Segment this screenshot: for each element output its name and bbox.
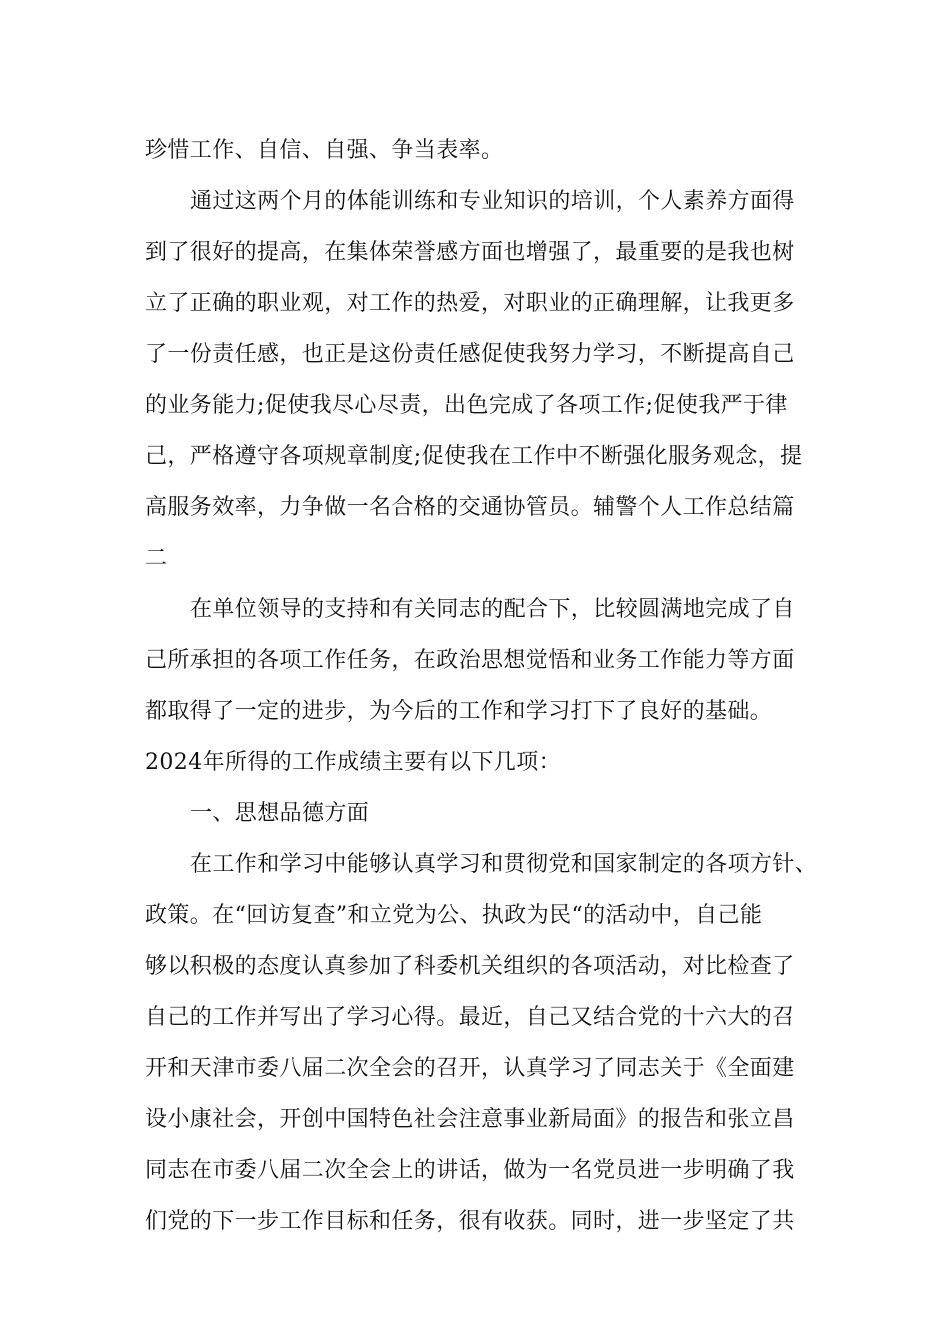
text-line: 二 bbox=[145, 546, 168, 571]
paragraph-start-line: 在工作和学习中能够认真学习和贯彻党和国家制定的各项方针、 bbox=[190, 852, 818, 877]
text-line: 们党的下一步工作目标和任务，很有收获。同时，进一步坚定了共 bbox=[145, 1209, 795, 1234]
text-line: 的业务能力;促使我尽心尽责，出色完成了各项工作;促使我严于律 bbox=[145, 393, 788, 418]
section-heading: 一、思想品德方面 bbox=[190, 801, 370, 826]
text-line: 自己的工作并写出了学习心得。最近，自己又结合党的十六大的召 bbox=[145, 1005, 795, 1030]
text-line: 同志在市委八届二次全会上的讲话，做为一名党员进一步明确了我 bbox=[145, 1158, 795, 1183]
text-line: 珍惜工作、自信、自强、争当表率。 bbox=[145, 138, 504, 163]
text-line: 己，严格遵守各项规章制度;促使我在工作中不断强化服务观念，提 bbox=[145, 444, 803, 469]
text-line: 高服务效率，力争做一名合格的交通协管员。辅警个人工作总结篇 bbox=[145, 495, 795, 520]
text-line: 设小康社会，开创中国特色社会注意事业新局面》的报告和张立昌 bbox=[145, 1107, 795, 1132]
text-line: 2024年所得的工作成绩主要有以下几项： bbox=[145, 750, 561, 775]
text-line: 够以积极的态度认真参加了科委机关组织的各项活动，对比检查了 bbox=[145, 954, 795, 979]
text-line: 都取得了一定的进步，为今后的工作和学习打下了良好的基础。 bbox=[145, 699, 773, 724]
text-line: 到了很好的提高，在集体荣誉感方面也增强了，最重要的是我也树 bbox=[145, 240, 795, 265]
paragraph-start-line: 通过这两个月的体能训练和专业知识的培训，个人素养方面得 bbox=[190, 189, 795, 214]
text-line: 开和天津市委八届二次全会的召开，认真学习了同志关于《全面建 bbox=[145, 1056, 795, 1081]
text-line: 己所承担的各项工作任务，在政治思想觉悟和业务工作能力等方面 bbox=[145, 648, 795, 673]
paragraph-start-line: 在单位领导的支持和有关同志的配合下，比较圆满地完成了自 bbox=[190, 597, 795, 622]
text-line: 了一份责任感，也正是这份责任感促使我努力学习，不断提高自己 bbox=[145, 342, 795, 367]
text-line: 政策。在“回访复查”和立党为公、执政为民“的活动中，自己能 bbox=[145, 903, 763, 928]
text-line: 立了正确的职业观，对工作的热爱，对职业的正确理解，让我更多 bbox=[145, 291, 795, 316]
